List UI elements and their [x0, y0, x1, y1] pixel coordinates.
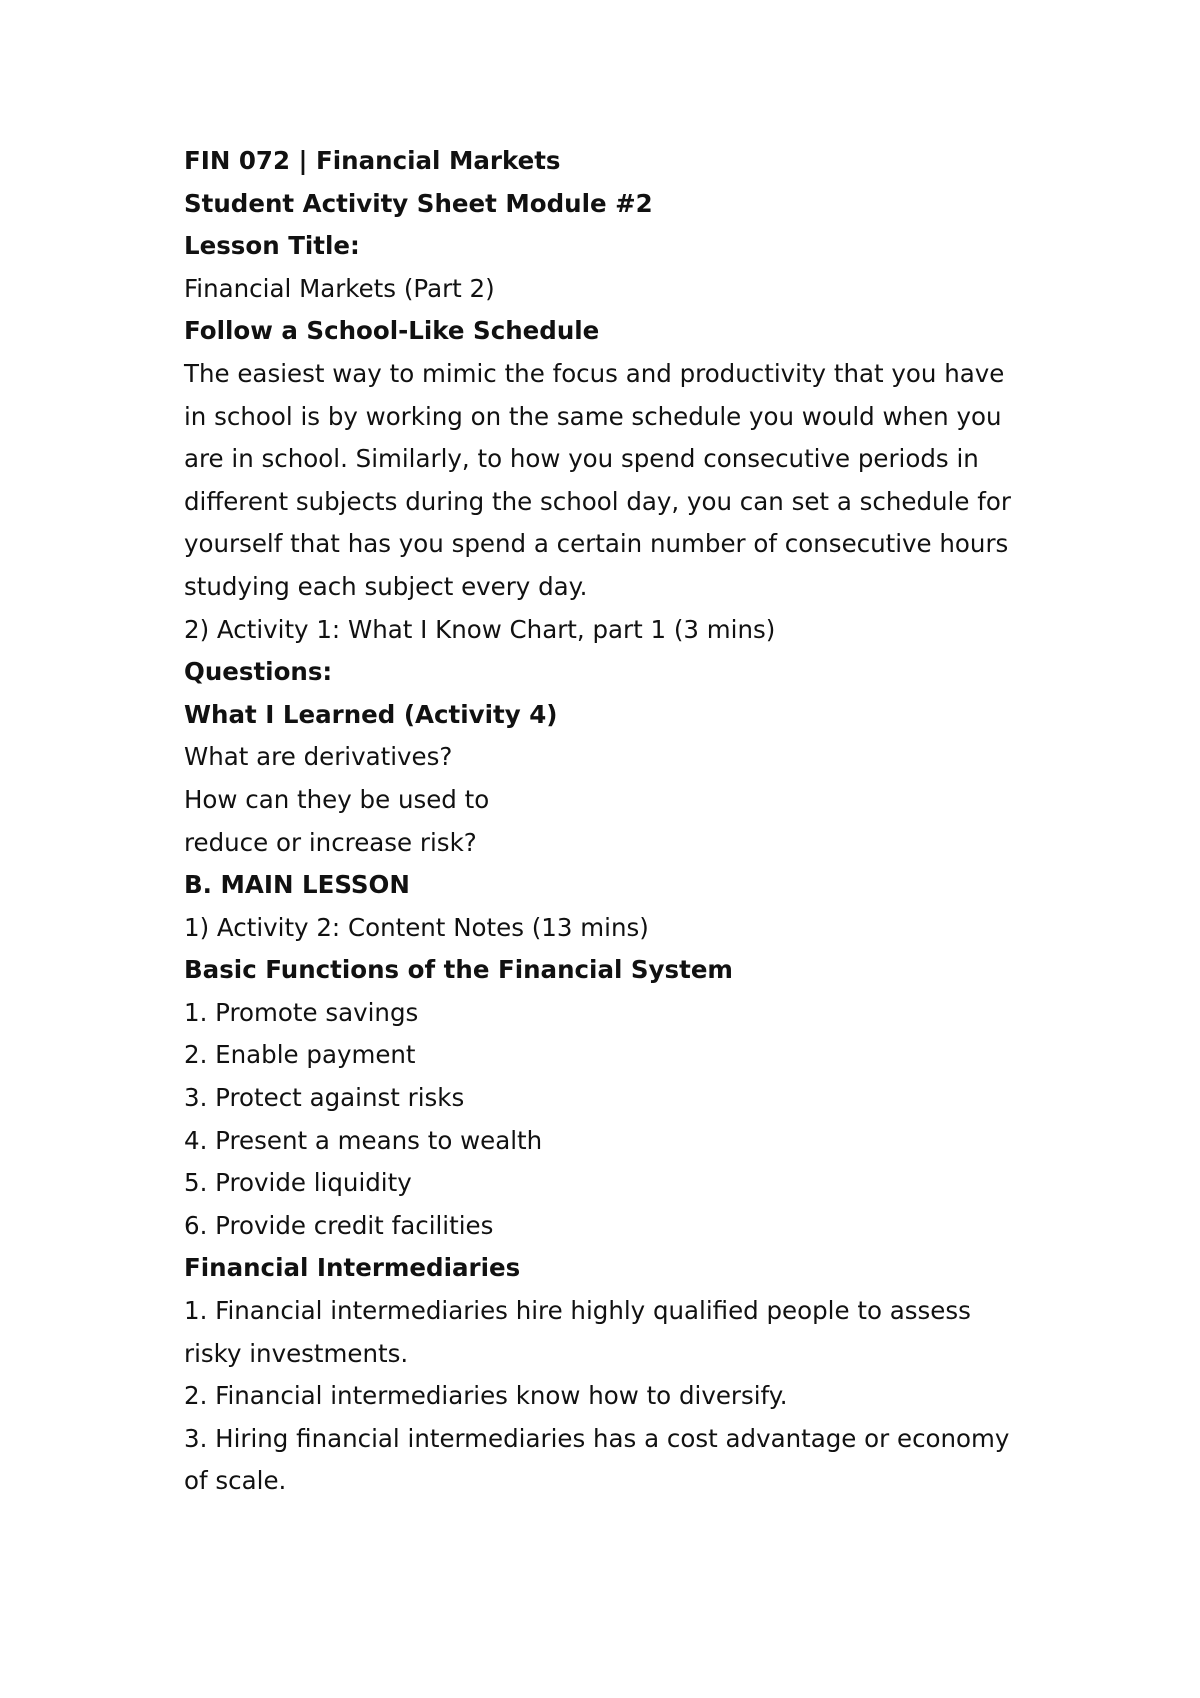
paragraph-line: The easiest way to mimic the focus and productivity that you have — [184, 358, 1005, 388]
section-heading-schedule: Follow a School-Like Schedule — [184, 316, 600, 346]
list-item: 2. Financial intermediaries know how to diversify. — [184, 1381, 788, 1411]
question-line: How can they be used to — [184, 784, 490, 814]
paragraph-line: in school is by working on the same schedule you would when you — [184, 401, 1002, 431]
list-item: 5. Provide liquidity — [184, 1168, 412, 1198]
section-heading-questions: Questions: — [184, 657, 333, 687]
section-heading-intermediaries: Financial Intermediaries — [184, 1253, 521, 1283]
list-item: 1. Financial intermediaries hire highly qualified people to assess — [184, 1296, 971, 1326]
lesson-title-value: Financial Markets (Part 2) — [184, 273, 495, 303]
lesson-title-label: Lesson Title: — [184, 231, 360, 261]
section-heading-what-i-learned: What I Learned (Activity 4) — [184, 699, 558, 729]
paragraph-line: studying each subject every day. — [184, 571, 588, 601]
list-item: 1. Promote savings — [184, 997, 419, 1027]
course-title: FIN 072 | Financial Markets — [184, 146, 561, 175]
question-line: reduce or increase risk? — [184, 827, 477, 857]
section-heading-main-lesson: B. MAIN LESSON — [184, 870, 410, 900]
paragraph-line: are in school. Similarly, to how you spend consecutive periods in — [184, 444, 979, 474]
list-item: risky investments. — [184, 1338, 409, 1368]
paragraph-line: different subjects during the school day, you can set a schedule for — [184, 486, 1011, 516]
list-item: 6. Provide credit facilities — [184, 1210, 494, 1240]
list-item: 3. Protect against risks — [184, 1083, 465, 1113]
activity-line: 2) Activity 1: What I Know Chart, part 1 (3 mins) — [184, 614, 776, 644]
document-body — [184, 140, 1044, 1503]
activity-line: 1) Activity 2: Content Notes (13 mins) — [184, 912, 649, 942]
list-item: 2. Enable payment — [184, 1040, 416, 1070]
list-item: 3. Hiring financial intermediaries has a cost advantage or economy — [184, 1423, 1010, 1453]
question-line: What are derivatives? — [184, 742, 453, 772]
module-title: Student Activity Sheet Module #2 — [184, 188, 653, 218]
paragraph-line: yourself that has you spend a certain number of consecutive hours — [184, 529, 1009, 559]
section-heading-basic-functions: Basic Functions of the Financial System — [184, 955, 733, 985]
list-item: 4. Present a means to wealth — [184, 1125, 543, 1155]
list-item: of scale. — [184, 1466, 287, 1496]
